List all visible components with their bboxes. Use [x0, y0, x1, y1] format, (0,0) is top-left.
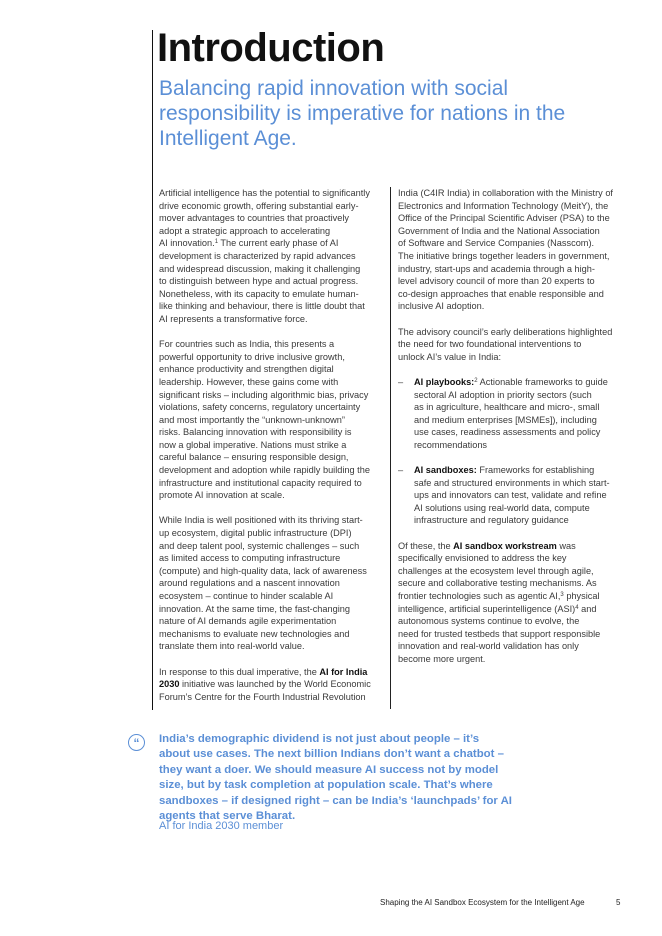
- bullet-ai-playbooks: – AI playbooks:$^2$ Actionable frameworks to guide sectoral AI adoption in priority sectors (such as in agriculture, healthcare and micro-, small and medium enterprises [MSMEs]), including use cases, readiness assessments and policy recommendations: [398, 376, 608, 450]
- intro-paragraph-1: Artificial intelligence has the potential to significantly drive economic growth, offering substantial early- mover advantages to countries that proactively adopt a strategic approach to accelerating AI innovation.$^1$ The current early phase of AI development is characterized by rapid advances and widespread discussion, making it challenging to distinguish between hype and actual progress. Nonetheless, with its capacity to emulate human- like thinking and behaviour, there is little doubt that AI represents a transformative force.: [159, 188, 370, 324]
- footnote-ref-3[interactable]: 3: [560, 592, 564, 598]
- bullet-dash: –: [398, 465, 404, 476]
- intro-paragraph-6: The advisory council’s early deliberations highlighted the need for two foundational interventions to unlock AI’s value in India:: [398, 326, 613, 362]
- pull-quote: India’s demographic dividend is not just about people – it’s about use cases. The next billion Indians don’t want a chatbot – they want a doer. We should measure AI success not by model size, but by task completion at population scale. That’s where sandboxes – if designed right – can be India’s ‘launchpads’ for AI agents that serve Bharat.: [159, 733, 512, 823]
- page-title: Introduction: [157, 26, 385, 70]
- footnote-ref-1[interactable]: 1: [214, 239, 219, 246]
- column-divider: [390, 187, 391, 709]
- intro-paragraph-2: For countries such as India, this presents a powerful opportunity to drive inclusive growth, enhance productivity and strengthen digital leadership. However, these gains come with significant risks – including algorithmic bias, privacy violations, safety concerns, regulatory uncertainty and most importantly the “unknown-unknown” risks. Balancing innovation with responsibility is now a global imperative. Nations must strike a careful balance – ensuring responsible design, development and adoption while rapidly building the infrastructure and institutional capacity required to promote AI innovation at scale.: [159, 339, 370, 501]
- bullet-ai-sandboxes: – AI sandboxes: Frameworks for establishing safe and structured environments in which start- ups and innovators can test, validate and refine AI solutions using real-world data, compute infrastructure and regulatory guidance: [398, 465, 610, 526]
- footnote-ref-4[interactable]: 4: [575, 604, 579, 611]
- footnote-ref-2[interactable]: 2: [474, 377, 478, 384]
- intro-paragraph-7: Of these, the AI sandbox workstream was specifically envisioned to address the key challenges at the ecosystem level through agile, secure and collaborative testing mechanisms. As frontier technologies such as agentic AI,$^3$ physical intelligence, artificial superintelligence (ASI)$^4$ and autonomous systems continue to evolve, the need for trusted testbeds that support responsible innovation and real-world validation has only become more urgent.: [398, 540, 601, 664]
- page-subtitle: Balancing rapid innovation with social responsibility is imperative for nations in the Intelligent Age.: [159, 77, 566, 150]
- bullet-dash: –: [398, 376, 404, 387]
- right-column: [398, 187, 628, 666]
- quote-attribution: AI for India 2030 member: [159, 820, 284, 832]
- page-number: 5: [616, 898, 621, 907]
- intro-paragraph-5: India (C4IR India) in collaboration with the Ministry of Electronics and Information Technology (MeitY), the Office of the Principal Scientific Adviser (PSA) to the Government of India and the National Association of Software and Service Companies (Nasscom). The initiative brings together leaders in government, industry, start-ups and academia through a high- level advisory council of more than 20 experts to co-design approaches that enable responsible and inclusive AI adoption.: [398, 188, 613, 312]
- left-column: [159, 187, 383, 703]
- left-margin-rule: [152, 30, 153, 710]
- quote-icon: “: [128, 734, 145, 751]
- intro-paragraph-4: In response to this dual imperative, the AI for India 2030 initiative was launched by the World Economic Forum’s Centre for the Fourth Industrial Revolution: [159, 666, 371, 702]
- intro-paragraph-3: While India is well positioned with its thriving start- up ecosystem, digital public infrastructure (DPI) and deep talent pool, systemic challenges – such as limited access to computing infrastructure (compute) and high-quality data, lack of awareness around regulations and a nascent innovation ecosystem – continue to hinder scalable AI innovation. At the same time, the fast-changing nature of AI demands agile experimentation mechanisms to evaluate new technologies and translate them into real-world value.: [159, 515, 367, 652]
- footer-document-title: Shaping the AI Sandbox Ecosystem for the Intelligent Age: [380, 898, 585, 907]
